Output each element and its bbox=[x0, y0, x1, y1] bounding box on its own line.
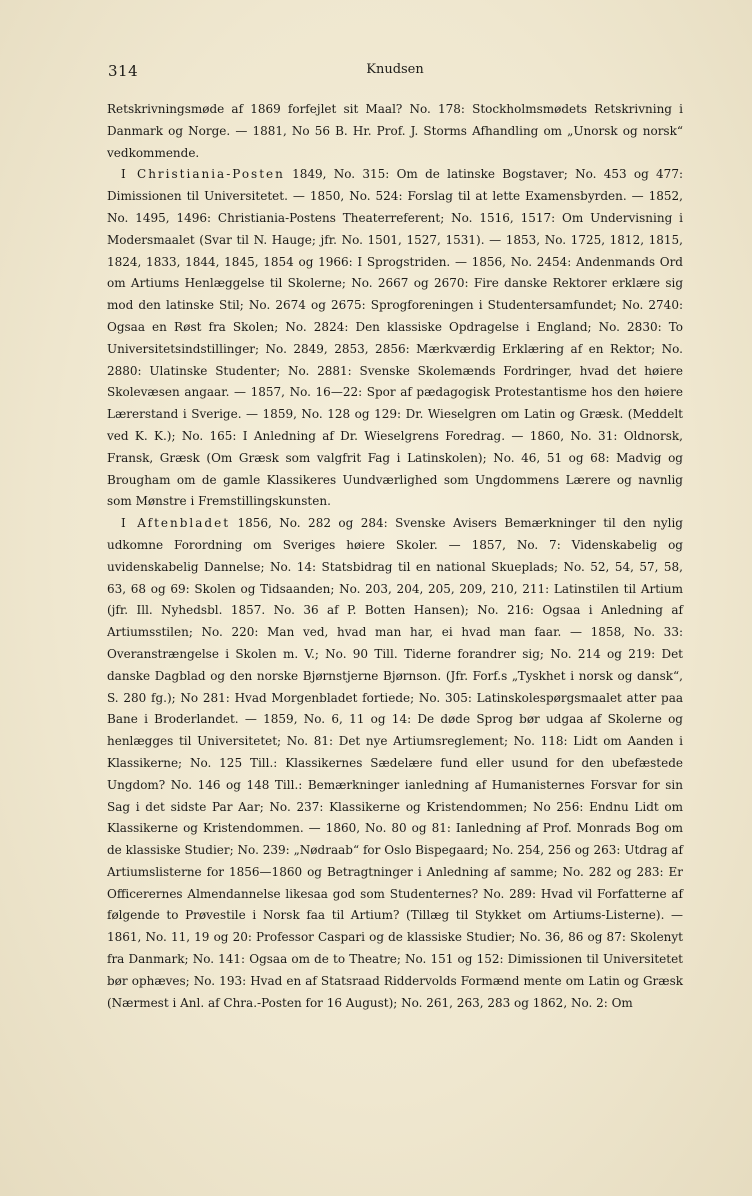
paragraph-lead: I Aftenbladet bbox=[121, 516, 231, 531]
page-body bbox=[107, 99, 683, 1014]
paragraph-text: 1856, No. 282 og 284: Svenske Avisers Bemærkninger til den nylig udkomne Forordning om Sveriges høiere Skoler. — 1857, No. 7: Videnskabelig og uvidenskabelig Dannelse; No. 14: Statsbidrag til en national Skueplads; No. 52, 54, 57, 58, 63, 68 og 69: Skolen og Tidsaanden; No. 203, 204, 205, 209, 210, 211: Latinstilen til Artium (jfr. Ill. Nyhedsbl. 1857. No. 36 af P. Botten Hansen); No. 216: Ogsaa i Anledning af Artiumsstilen; No. 220: Man ved, hvad man har, ei hvad man faar. — 1858, No. 33: Overanstrængelse i Skolen m. V.; No. 90 Till. Tiderne forandrer sig; No. 214 og 219: Det danske Dagblad og den norske Bjørnstjerne Bjørnson. (Jfr. Forf.s „Tyskhet i norsk og dansk“, S. 280 fg.); No 281: Hvad Morgenbladet fortiede; No. 305: Latinskolespørgsmaalet atter paa Bane i Broderlandet. — 1859, No. 6, 11 og 14: De døde Sprog bør udgaa af Skolerne og henlægges til Universitetet; No. 81: Det nye Artiumsreglement; No. 118: Lidt om Aanden i Klassikerne; No. 125 Till.: Klassikernes Sædelære fund eller usund for den ubefæstede Ungdom? No. 146 og 148 Till.: Bemærkninger ianledning af Humanisternes Forsvar for sin Sag i det sidste Par Aar; No. 237: Klassikerne og Kristendommen; No 256: Endnu Lidt om Klassikerne og Kristendommen. — 1860, No. 80 og 81: Ianledning af Prof. Monrads Bog om de klassiske Studier; No. 239: „Nødraab“ for Oslo Bispegaard; No. 254, 256 og 263: Utdrag af Artiumslisterne for 1856—1860 og Betragtninger i Anledning af samme; No. 282 og 283: Er Officerernes Almendannelse likesaa god som Studenternes? No. 289: Hvad vil Forfatterne af følgende to Prøvestile i Norsk faa til Artium? (Tillæg til Stykket om Artiums-Listerne). — 1861, No. 11, 19 og 20: Professor Caspari og de klassiske Studier; No. 36, 86 og 87: Skolenyt fra Danmark; No. 141: Ogsaa om de to Theatre; No. 151 og 152: Dimissionen til Universitetet bør ophæves; No. 193: Hvad en af Statsraad Riddervolds Formænd mente om Latin og Græsk (Nærmest i Anl. af Chra.-Posten for 16 August); No. 261, 263, 283 og 1862, No. 2: Om bbox=[107, 516, 683, 1010]
paragraph-aftenbladet bbox=[107, 513, 683, 1014]
paragraph-lead: I Christiania-Posten bbox=[121, 167, 285, 182]
paragraph-text: 1849, No. 315: Om de latinske Bogstaver; No. 453 og 477: Dimissionen til Universitetet. — 1850, No. 524: Forslag til at lette Examensbyrden. — 1852, No. 1495, 1496: Christiania-Postens Theaterreferent; No. 1516, 1517: Om Undervisning i Modersmaalet (Svar til N. Hauge; jfr. No. 1501, 1527, 1531). — 1853, No. 1725, 1812, 1815, 1824, 1833, 1844, 1845, 1854 og 1966: I Sprogstriden. — 1856, No. 2454: Andenmands Ord om Artiums Henlæggelse til Skolerne; No. 2667 og 2670: Fire danske Rektorer erklære sig mod den latinske Stil; No. 2674 og 2675: Sprogforeningen i Studentersamfundet; No. 2740: Ogsaa en Røst fra Skolen; No. 2824: Den klassiske Opdragelse i England; No. 2830: To Universitetsindstillinger; No. 2849, 2853, 2856: Mærkværdig Erklæring af en Rektor; No. 2880: Ulatinske Studenter; No. 2881: Svenske Skolemænds Fordringer, hvad det høiere Skolevæsen angaar. — 1857, No. 16—22: Spor af pædagogisk Protestantisme hos den høiere Lærerstand i Sverige. — 1859, No. 128 og 129: Dr. Wieselgren om Latin og Græsk. (Meddelt ved K. K.); No. 165: I Anledning af Dr. Wieselgrens Foredrag. — 1860, No. 31: Oldnorsk, Fransk, Græsk (Om Græsk som valgfrit Fag i Latinskolen); No. 46, 51 og 68: Madvig og Brougham om de gamle Klassikeres Uundværlighed som Ungdommens Lærere og navnlig som Mønstre i Fremstillingskunsten. bbox=[107, 167, 683, 509]
paragraph-text: Retskrivningsmøde af 1869 forfejlet sit Maal? No. 178: Stockholmsmødets Retskrivning i Danmark og Norge. — 1881, No 56 B. Hr. Prof. J. Storms Afhandling om „Unorsk og norsk“ vedkommende. bbox=[107, 102, 683, 160]
paragraph-christiania-posten bbox=[107, 164, 683, 513]
paragraph-retskrivning bbox=[107, 99, 683, 164]
page-number: 314 bbox=[108, 62, 139, 80]
page-header bbox=[108, 62, 682, 86]
running-title: Knudsen bbox=[366, 62, 424, 77]
